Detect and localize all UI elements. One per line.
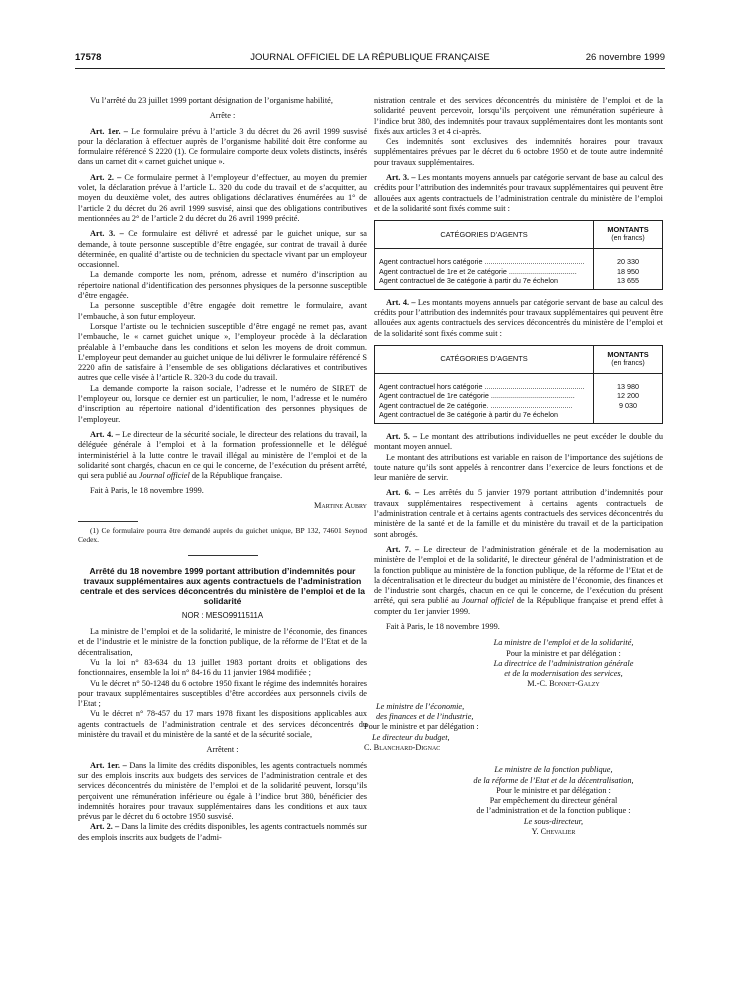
row-value: 18 950: [594, 267, 663, 277]
leader-dots: .........................................: [488, 400, 573, 410]
signatory-function: Le sous-directeur,: [523, 816, 584, 826]
delegation-line: Par empêchement du directeur général: [489, 796, 618, 806]
signatory-title: La ministre de l’emploi et de la solidarité,: [493, 638, 634, 648]
article-3: [78, 229, 367, 270]
article-4: [78, 430, 367, 481]
paragraph: Ces indemnités sont exclusives des indemnités horaires pour travaux supplémentaires prévues par le décret du 6 octobre 1950 et de toute autre indemnité pour travaux supplémentaires.: [374, 137, 663, 167]
header-rule: [75, 68, 665, 69]
signatory-title: de la réforme de l’Etat et de la décentralisation,: [473, 775, 634, 785]
signature-block-economie: [364, 702, 663, 753]
signature-block-emploi: [374, 638, 663, 689]
article-label: Art. 6. –: [386, 488, 420, 498]
article-1: [78, 127, 367, 168]
article-text: Dans la limite des crédits disponibles, les agents contractuels nommés sur des emplois inscrits aux budgets de l’admi-: [78, 822, 368, 842]
fait-a-paris: Fait à Paris, le 18 novembre 1999.: [386, 622, 500, 631]
table-row: [375, 401, 663, 411]
paragraph: Vu l’arrêté du 23 juillet 1999 portant désignation de l’organisme habilité,: [90, 96, 333, 105]
paragraph: La demande comporte la raison sociale, l’adresse et le numéro de SIRET de l’employeur ou, lorsque ce dernier est un particulier, le nom, l’adresse et le numéro d’inscription au répertoire national d’identification des personnes physiques de l’employeur.: [78, 383, 367, 424]
article-label: Art. 5. –: [386, 431, 417, 441]
signature: Martine Aubry: [314, 500, 367, 510]
paragraph: Le montant des attributions est variable en raison de l’importance des sujétions de toute nature qu’ils sont appelés à rencontrer dans l’exercice de leurs fonctions et de leur manière de servir.: [374, 452, 663, 483]
article-text: Les montants moyens annuels par catégorie servant de base au calcul des crédits pour l’attribution des indemnités pour travaux supplémentaires qui peuvent être allouées aux agents contractuels des services déconcentrés du ministère de l’emploi et de la solidarité sont fixés comme suit :: [374, 297, 664, 338]
page-header: [75, 52, 665, 66]
visa: Vu le décret n° 78-457 du 17 mars 1978 fixant les dispositions applicables aux agents contractuels de l’administration centrale et des services déconcentrés du ministère du travail et du ministère de la santé et de la sécurité sociale,: [78, 709, 367, 740]
nor-reference: NOR : MESO9911511A: [181, 610, 264, 620]
row-value: [594, 410, 663, 420]
journal-officiel-ref: Journal officiel: [462, 596, 514, 606]
signatory-function: et de la modernisation des services,: [504, 669, 623, 679]
row-label: Agent contractuel de 1re catégorie: [379, 391, 489, 401]
amounts-unit: (en francs): [611, 359, 645, 367]
page-number: 17578: [75, 52, 102, 63]
article-label: Art. 4. –: [386, 297, 416, 307]
row-value: 20 330: [594, 257, 663, 267]
column-header-categories: CATÉGORIES D’AGENTS: [375, 221, 594, 249]
signatory-function: La directrice de l’administration générale: [493, 658, 634, 668]
paragraph: nistration centrale et des services déconcentrés du ministère de l’emploi et de la solidarité peuvent percevoir, lorsqu’ils perçoivent une rémunération supérieure à l’indice brut 380, des indemnités pour travaux supplémentaires dont les montants sont fixés aux articles 3 et 4 ci-après.: [374, 96, 663, 136]
row-label: Agent contractuel de 3e catégorie à partir du 7e échelon: [379, 276, 559, 286]
signatory-function: Le directeur du budget,: [372, 732, 450, 742]
article-6: [374, 488, 663, 539]
article-label: Art. 3. –: [386, 173, 416, 183]
article-label: Art. 1er. –: [90, 760, 127, 770]
article-2: [78, 822, 367, 843]
signatory-title: Le ministre de la fonction publique,: [494, 765, 613, 775]
article-4: [374, 298, 663, 339]
column-header-categories: CATÉGORIES D’AGENTS: [375, 345, 594, 373]
fait-a-paris: Fait à Paris, le 18 novembre 1999.: [90, 486, 204, 496]
amounts-label: MONTANTS: [607, 349, 649, 359]
article-text: de la République française et prend effet à compter du 1er janvier 1999.: [374, 596, 663, 616]
amounts-table-central: [374, 220, 663, 290]
row-value: 9 030: [594, 401, 663, 411]
footnote-rule: [78, 521, 138, 522]
section-divider: [188, 555, 258, 556]
delegation-line: Pour le ministre et par délégation :: [364, 722, 479, 732]
article-1: [78, 761, 367, 823]
article-5: [374, 432, 663, 453]
article-text: Le montant des attributions individuelles ne peut excéder le double du montant moyen annuel.: [374, 431, 664, 452]
article-label: Art. 2. –: [90, 172, 122, 182]
signature-block-fonction-publique: [374, 765, 663, 837]
paragraph: La personne susceptible d’être engagée doit remettre le formulaire, avant l’embauche, à son futur employeur.: [78, 301, 367, 321]
delegation-line: de l’administration et de la fonction publique :: [476, 806, 631, 816]
amounts-label: MONTANTS: [607, 225, 649, 235]
row-value: 12 200: [594, 391, 663, 401]
right-column: [364, 96, 664, 837]
article-text: de la République française.: [189, 471, 283, 481]
column-header-amounts: [594, 221, 663, 249]
row-label: Agent contractuel hors catégorie: [379, 257, 483, 267]
arrete-title: Arrêté du 18 novembre 1999 portant attribution d’indemnités pour travaux supplémentaires aux agents contractuels de l’administration centrale et des services déconcentrés du ministère de l’emploi et de la solidarité: [80, 565, 365, 607]
amounts-table-deconcentrated: [374, 345, 663, 424]
table-row: [375, 382, 663, 392]
arrete-heading: Arrête :: [209, 111, 236, 121]
article-text: Dans la limite des crédits disponibles, les agents contractuels nommés sur des emplois inscrits aux budgets des services de l’administration centrale et des services déconcentrés du ministère de l’emploi et de la solidarité peuvent, lorsqu’ils perçoivent une rémunération inférieure ou égale à l’indice brut 380, bénéficier des indemnités horaires pour travaux supplémentaires dans les conditions et aux taux prévus par le décret du 6 octobre 1950 susvisé.: [78, 760, 367, 822]
signatory-name: M.-C. Bonnet-Galzy: [527, 679, 600, 689]
signatory-title: des finances et de l’industrie,: [376, 712, 474, 722]
table-row: [375, 257, 663, 267]
paragraph: La ministre de l’emploi et de la solidarité, le ministre de l’économie, des finances et de l’industrie et le ministre de la fonction publique, de la réforme de l’Etat et de la décentralisation,: [78, 627, 367, 657]
paragraph: La demande comporte les nom, prénom, adresse et numéro d’inscription au répertoire national d’identification des personnes physiques de la personne susceptible d’être engagée.: [78, 270, 367, 301]
article-label: Art. 4. –: [90, 429, 120, 439]
leader-dots: ..................................: [506, 266, 577, 276]
article-text: Ce formulaire permet à l’employeur d’effectuer, au moyen du premier volet, la déclaration prévue à l’article L. 320 du code du travail et de s’acquitter, au moyen du deuxième volet, des autres obligations déclaratives énumérées au 1° de l’article 2 du décret du 26 avril 1999 susvisé, ainsi que des obligations contributives mentionnées au 2° de l’article 2 du décret du 26 avril 1999 précité.: [78, 172, 368, 223]
article-text: Les arrêtés du 5 janvier 1979 portant attribution d’indemnités pour travaux supplémentaires respectivement à certains agents contractuels de l’administration centrale et à certains agents contractuels des services déconcentrés du ministère de la santé et de la famille et du ministère du travail et de la participation sont abrogés.: [374, 488, 663, 539]
visa: Vu le décret n° 50-1248 du 6 octobre 1950 fixant le régime des indemnités horaires pour travaux supplémentaires susceptibles d’être accordées aux personnels civils de l’Etat ;: [78, 678, 367, 709]
delegation-line: Pour la ministre et par délégation :: [506, 648, 621, 658]
delegation-line: Pour le ministre et par délégation :: [496, 785, 611, 795]
article-label: Art. 3. –: [90, 229, 124, 239]
article-text: Le directeur de l’administration générale et de la modernisation au ministère de l’emploi et de la solidarité, le directeur général de l’administration et de la fonction publique au ministère de la fonction publique, de la réforme de l’Etat et de la décentralisation et le directeur du budget au ministère de l’économie, des finances et de l’industrie sont chargés, chacun en ce qui le concerne, de l’exécution du présent arrêté, qui sera publié au: [374, 544, 664, 606]
article-2: [78, 173, 367, 224]
table-row: [375, 267, 663, 277]
article-7: [374, 545, 663, 617]
article-label: Art. 7. –: [386, 544, 420, 554]
issue-date: 26 novembre 1999: [585, 52, 665, 63]
leader-dots: ..................................................: [482, 381, 585, 391]
journal-officiel-ref: Journal officiel: [138, 471, 190, 481]
table-row: [375, 410, 663, 420]
article-label: Art. 1er. –: [90, 126, 128, 136]
left-column: [78, 96, 367, 843]
article-text: Le formulaire prévu à l’article 3 du décret du 26 avril 1999 susvisé pour la déclaration à effectuer auprès de l’organisme habilité doit être conforme au formulaire référencé S 2220 (1). Ce formulaire comporte deux volets distincts, insérés dans un carnet dit « carnet guichet unique ».: [78, 126, 368, 167]
signatory-name: Y. Chevalier: [531, 827, 576, 837]
table-row: [375, 276, 663, 286]
journal-title: JOURNAL OFFICIEL DE LA RÉPUBLIQUE FRANÇAISE: [250, 52, 490, 63]
column-header-amounts: [594, 345, 663, 373]
leader-dots: ..........................................: [488, 391, 575, 401]
signatory-title: Le ministre de l’économie,: [376, 701, 465, 711]
row-label: Agent contractuel de 3e catégorie à partir du 7e échelon: [379, 410, 559, 420]
footnote: (1) Ce formulaire pourra être demandé auprès du guichet unique, BP 132, 74601 Seynod Cedex.: [78, 525, 367, 545]
article-label: Art. 2. –: [90, 822, 120, 832]
visa: Vu la loi n° 83-634 du 13 juillet 1983 portant droits et obligations des fonctionnaires, ensemble la loi n° 84-16 du 11 janvier 1984 modifiée ;: [78, 657, 367, 678]
row-value: 13 655: [594, 276, 663, 286]
row-label: Agent contractuel de 2e catégorie.: [379, 400, 489, 410]
table-row: [375, 391, 663, 401]
article-text: Le directeur de la sécurité sociale, le directeur des relations du travail, la déléguée générale à l’emploi et à la formation professionnelle et le délégué interministériel à la lutte contre le travail illégal au ministère de l’emploi et de la solidarité sont chargés, chacun en ce qui le concerne, de l’exécution du présent arrêté, qui sera publié au: [78, 429, 367, 481]
leader-dots: ..................................................: [482, 257, 585, 267]
amounts-unit: (en francs): [611, 235, 645, 243]
row-value: 13 980: [594, 382, 663, 392]
article-text: Les montants moyens annuels par catégorie servant de base au calcul des crédits pour l’attribution des indemnités pour travaux supplémentaires qui peuvent être allouées aux agents contractuels de l’administration centrale du ministère de l’emploi et de la solidarité sont fixés comme suit :: [374, 173, 664, 213]
article-3: [374, 173, 663, 214]
paragraph: Lorsque l’artiste ou le technicien susceptible d’être engagé ne remet pas, avant l’embauche, le « carnet guichet unique », l’employeur procède à la déclaration préalable à l’embauche dans les conditions et selon les moyens de droit commun. L’employeur peut demander au guichet unique de lui délivrer le formulaire référencé S 2220 afin de satisfaire à l’ensemble de ses obligations déclaratives et contributives autres que celle visée à l’article R. 320-3 du code du travail.: [78, 321, 367, 383]
signatory-name: C. Blanchard-Dignac: [364, 742, 441, 752]
row-label: Agent contractuel hors catégorie: [379, 381, 483, 391]
article-text: Ce formulaire est délivré et adressé par le guichet unique, sur sa demande, à toute personne susceptible d’être engagée, sur contrat de travail à durée déterminée, en qualité d’artiste ou de technicien du spectacle vivant par un employeur occasionnel.: [78, 229, 367, 270]
arretent-heading: Arrêtent :: [206, 745, 239, 755]
row-label: Agent contractuel de 1re et 2e catégorie: [379, 266, 507, 276]
